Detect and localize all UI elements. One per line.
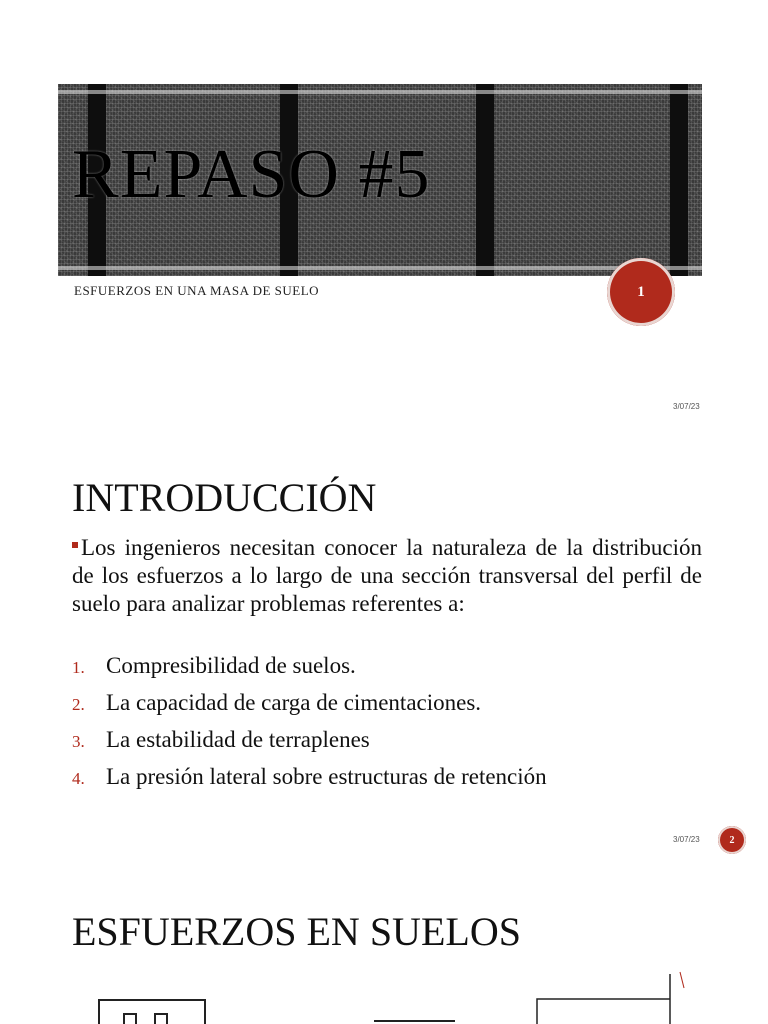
intro-paragraph (72, 534, 702, 618)
structure-outline (99, 1000, 205, 1024)
slide-3 (0, 858, 768, 1024)
intro-paragraph-text: Los ingenieros necesitan conocer la naturaleza de la distribución de los esfuerzos a lo largo de una sección transversal del perfil de suelo para analizar problemas referentes a: (72, 535, 702, 616)
window-shape (124, 1014, 136, 1024)
slide-2 (0, 430, 768, 858)
list-item-number: 3. (72, 732, 85, 751)
list-item-text: La presión lateral sobre estructuras de retención (106, 764, 547, 789)
banner-edge (58, 90, 702, 94)
list-item-text: La estabilidad de terraplenes (106, 727, 370, 752)
topics-list (72, 652, 547, 800)
list-item (72, 689, 547, 726)
list-item (72, 726, 547, 763)
list-item (72, 652, 547, 689)
banner-stripe (476, 84, 494, 276)
list-item-text: Compresibilidad de suelos. (106, 653, 356, 678)
slide-number: 2 (729, 834, 735, 846)
slide-1 (0, 0, 768, 430)
banner-stripe (670, 84, 688, 276)
slide-date: 3/07/23 (673, 402, 700, 411)
list-item-text: La capacidad de carga de cimentaciones. (106, 690, 482, 715)
slide-1-title: REPASO #5 (72, 136, 431, 213)
slide-number-badge (607, 258, 675, 326)
retaining-wall-outline (537, 999, 670, 1024)
soil-diagram (0, 968, 768, 1024)
list-item (72, 763, 547, 800)
list-item-number: 4. (72, 769, 85, 788)
slide-number-badge (718, 826, 746, 854)
banner-edge (58, 266, 702, 270)
list-item-number: 1. (72, 658, 85, 677)
window-shape (155, 1014, 167, 1024)
square-bullet-icon (72, 542, 78, 548)
slide-3-title: ESFUERZOS EN SUELOS (72, 909, 521, 954)
slide-1-subtitle: ESFUERZOS EN UNA MASA DE SUELO (74, 283, 320, 298)
slide-date: 3/07/23 (673, 835, 700, 844)
list-item-number: 2. (72, 695, 85, 714)
slide-number: 1 (637, 283, 645, 300)
slide-2-title: INTRODUCCIÓN (72, 475, 377, 520)
red-mark (680, 972, 684, 988)
